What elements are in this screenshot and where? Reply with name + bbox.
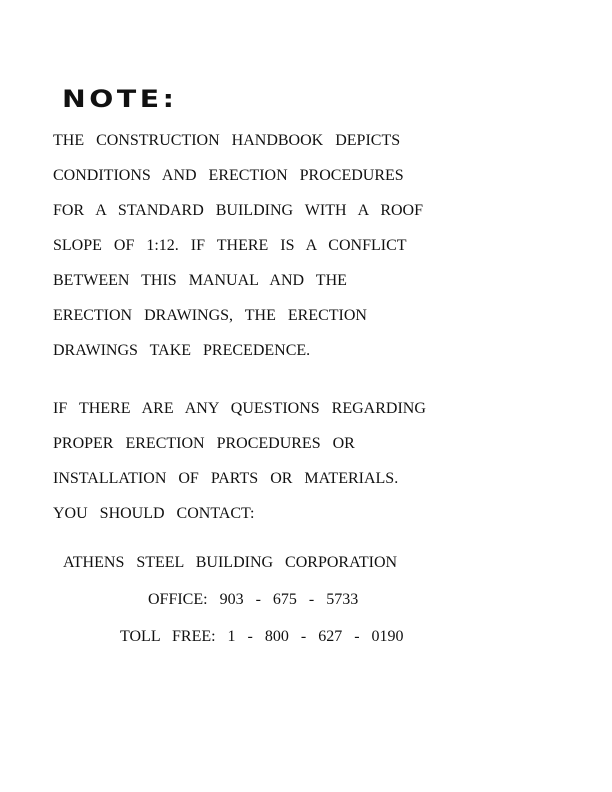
- paragraph-line: SLOPE OF 1:12. IF THERE IS A CONFLICT: [53, 237, 407, 254]
- paragraph-line: THE CONSTRUCTION HANDBOOK DEPICTS: [53, 132, 401, 149]
- questions-paragraph: [53, 391, 426, 531]
- paragraph-line: PROPER ERECTION PROCEDURES OR: [53, 435, 355, 452]
- paragraph-line: BETWEEN THIS MANUAL AND THE: [53, 272, 347, 289]
- paragraph-line: INSTALLATION OF PARTS OR MATERIALS.: [53, 470, 399, 487]
- company-name: ATHENS STEEL BUILDING CORPORATION: [63, 554, 398, 571]
- paragraph-line: CONDITIONS AND ERECTION PROCEDURES: [53, 167, 404, 184]
- note-heading: NOTE:: [62, 85, 178, 113]
- paragraph-line: ERECTION DRAWINGS, THE ERECTION: [53, 307, 367, 324]
- contact-block: [0, 544, 612, 655]
- toll-free-phone: TOLL FREE: 1 - 800 - 627 - 0190: [120, 628, 404, 645]
- paragraph-line: YOU SHOULD CONTACT:: [53, 505, 255, 522]
- paragraph-line: DRAWINGS TAKE PRECEDENCE.: [53, 342, 311, 359]
- office-phone: OFFICE: 903 - 675 - 5733: [148, 591, 359, 608]
- paragraph-line: FOR A STANDARD BUILDING WITH A ROOF: [53, 202, 424, 219]
- paragraph-line: IF THERE ARE ANY QUESTIONS REGARDING: [53, 400, 426, 417]
- handbook-notice-paragraph: [53, 123, 423, 368]
